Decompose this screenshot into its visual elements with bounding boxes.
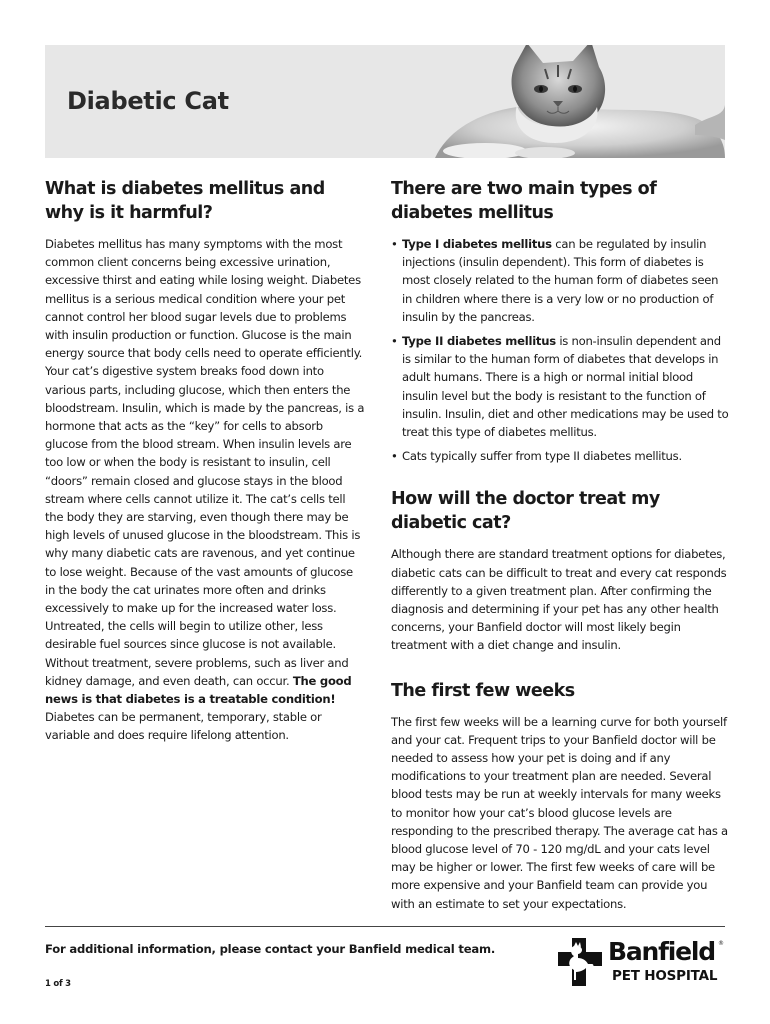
type-2-text: is non-insulin dependent and is similar to the human form of diabetes that develops in adult humans. There is a high or normal initial blood insulin level but the body is resistant to the function of insulin. Insulin, diet and other medications may be used to treat this type of diabetes mellitus. (402, 334, 729, 440)
list-item-cats-typically (391, 447, 731, 465)
footer-contact-note: For additional information, please contact your Banfield medical team. (45, 942, 496, 956)
header-banner (45, 45, 725, 158)
list-item-type-1 (391, 235, 731, 326)
left-column (45, 177, 365, 745)
diabetes-description (45, 235, 365, 745)
first-weeks-section (391, 679, 731, 913)
types-section (391, 177, 731, 465)
page-title: Diabetic Cat (67, 87, 229, 115)
treatment-section (391, 487, 731, 654)
first-weeks-text: The first few weeks will be a learning curve for both yourself and your cat. Frequent trips to your Banfield doctor will be needed to assess how your pet is doing and if any modifications to your treatment plan are needed. Several blood tests may be run at weekly intervals for many weeks to monitor how your cat’s blood glucose levels are responding to the prescribed therapy. The average cat has a blood glucose level of 70 - 120 mg/dL and your cats level may be higher or lower. The first few weeks of care will be more expensive and your Banfield team can provide you with an estimate to set your expectations. (391, 714, 728, 911)
section-heading-types: There are two main types of diabetes mellitus (391, 179, 657, 223)
section-heading-what-is-diabetes: What is diabetes mellitus and why is it harmful? (45, 179, 325, 223)
description-text-1: Diabetes mellitus has many symptoms with the most common client concerns being excessive urination, excessive thirst and eating while losing weight. Diabetes mellitus is a serious medical condition where your pet cannot control her blood sugar levels due to problems with insulin production or function. Glucose is the main energy source that body cells need to operate efficiently. Your cat’s digestive system breaks food down into various parts, including glucose, which then enters the bloodstream. Insulin, which is made by the pancreas, is a hormone that acts as the “key” for cells to absorb glucose from the blood stream. When insulin levels are too low or when the body is resistant to insulin, cell “doors” remain closed and glucose stays in the blood stream where cells cannot utilize it. The cat’s cells tell the body they are starving, even though there may be high levels of unused glucose in the bloodstream. This is why many diabetic cats are ravenous, and yet continue to lose weight. Because of the vast amounts of glucose in the body the cat urinates more often and drinks excessively to make up for the increased water loss. Untreated, the cells will begin to utilize other, less desirable fuel sources since glucose is not available. Without treatment, severe problems, such as liver and kidney damage, and even death, can occur. (45, 237, 365, 688)
section-heading-treatment: How will the doctor treat my diabetic cat? (391, 489, 660, 534)
cats-typically-text: Cats typically suffer from type II diabetes mellitus. (402, 449, 682, 464)
registered-mark: ® (718, 940, 724, 947)
footer-divider (45, 926, 725, 927)
type-1-label: Type I diabetes mellitus (402, 237, 552, 251)
page-number: 1 of 3 (45, 979, 71, 989)
bullet-icon: • (391, 334, 398, 349)
treatment-text: Although there are standard treatment options for diabetes, diabetic cats can be difficult to treat and every cat responds differently to a given treatment plan. After confirming the diagnosis and determining if your pet has any other health concerns, your Banfield doctor will most likely begin treatment with a diet change and insulin. (391, 547, 727, 653)
description-text-2: Diabetes can be permanent, temporary, stable or variable and does require lifelong attention. (45, 710, 322, 743)
banfield-logo (556, 936, 726, 988)
right-column (391, 177, 731, 937)
type-1-text: can be regulated by insulin injections (insulin dependent). This form of diabetes is most closely related to the human form of diabetes seen in children where there is a very low or no production of insulin by the pancreas. (402, 237, 719, 324)
cat-photo-icon (395, 45, 725, 158)
banfield-cross-logo-icon (556, 936, 604, 988)
logo-subtitle-text: PET HOSPITAL (612, 968, 718, 984)
good-news-bold-text: The good news is that diabetes is a treatable condition! (45, 673, 352, 707)
types-list (391, 235, 731, 465)
section-heading-first-weeks: The first few weeks (391, 680, 575, 701)
type-2-label: Type II diabetes mellitus (402, 334, 556, 349)
bullet-icon: • (391, 449, 398, 464)
list-item-type-2 (391, 332, 731, 441)
logo-brand-text: Banfield (608, 937, 715, 966)
bullet-icon: • (391, 237, 398, 251)
